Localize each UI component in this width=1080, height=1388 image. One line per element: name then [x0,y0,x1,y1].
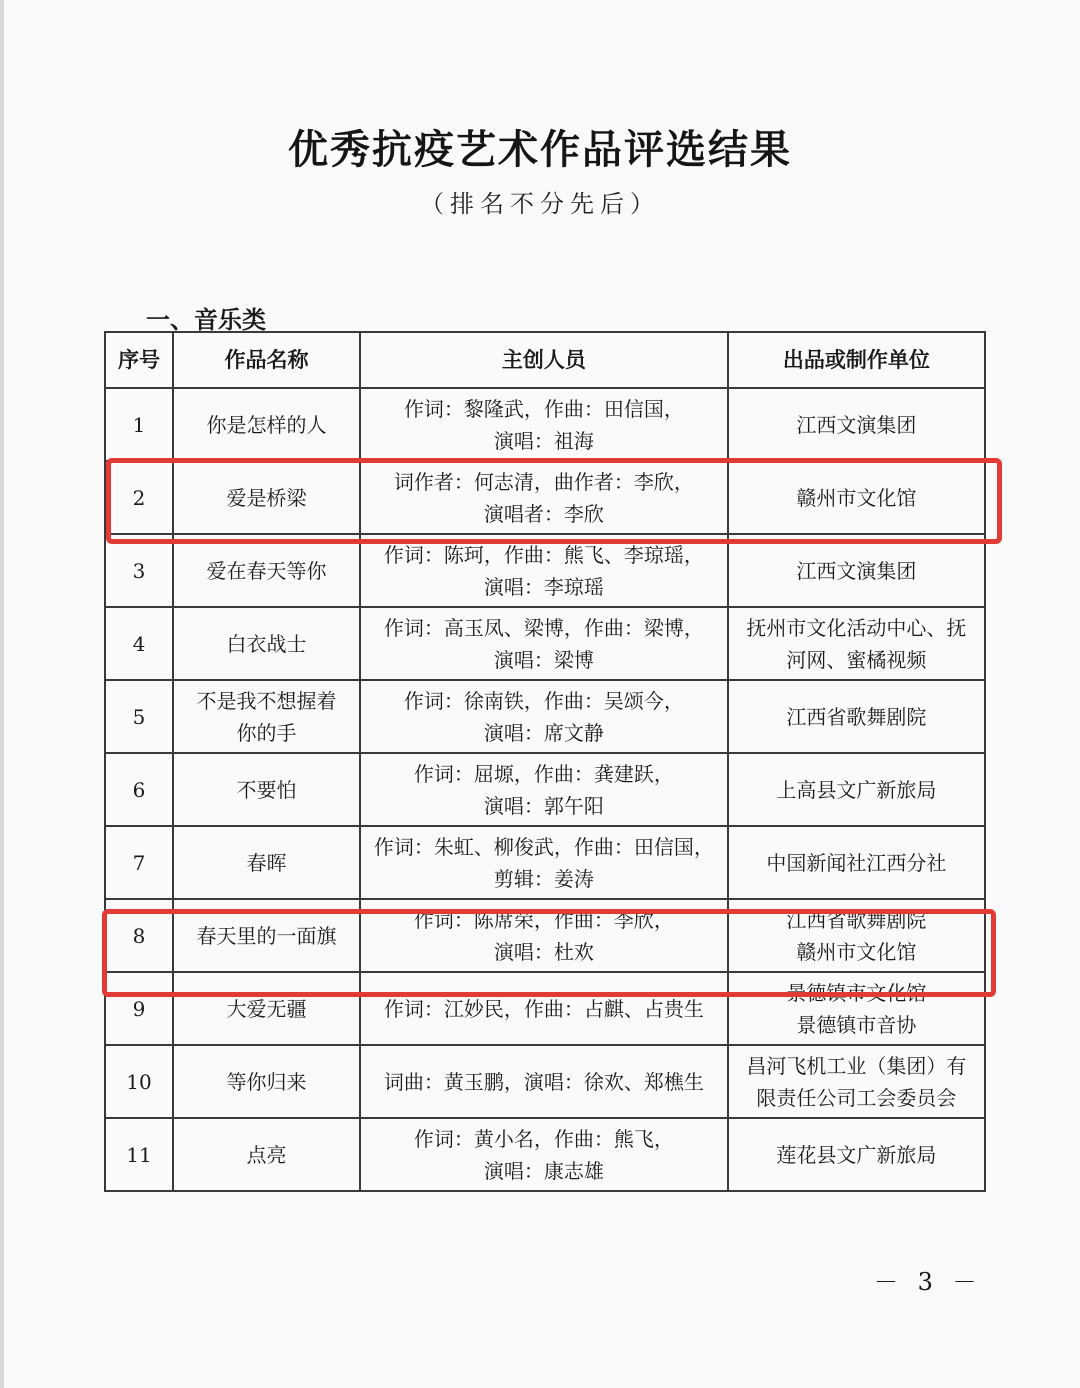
cell-producer-line: 景德镇市文化馆 [786,980,927,1005]
cell-producer [728,1118,985,1191]
cell-number: 10 [105,1045,173,1118]
cell-number: 7 [105,826,173,899]
cell-creators [360,534,728,607]
cell-work-name-line: 你的手 [236,720,297,745]
cell-work-name-line: 不是我不想握着 [196,688,337,713]
cell-creators [360,680,728,753]
page-subtitle: （排名不分先后） [420,190,660,218]
cell-producer [728,388,985,461]
cell-number: 5 [105,680,173,753]
cell-creators [360,388,728,461]
cell-creators-line: 作词：陈珂，作曲：熊飞、李琼瑶， [383,542,704,567]
cell-work-name-line: 点亮 [246,1142,287,1167]
cell-work-name-line: 爱是桥梁 [226,485,307,510]
results-table [104,331,986,1192]
cell-creators-line: 作词：江妙民，作曲：占麒、占贵生 [383,996,704,1021]
cell-creators-line: 作词：高玉凤、梁博，作曲：梁博， [383,615,704,640]
cell-work-name-line: 等你归来 [226,1069,307,1094]
cell-creators-line: 作词：黎隆武，作曲：田信国， [403,396,684,421]
cell-creators-line: 演唱：祖海 [493,428,594,453]
cell-creators-line: 作词：朱虹、柳俊武，作曲：田信国， [373,834,714,859]
cell-work-name [173,753,360,826]
cell-work-name [173,1118,360,1191]
cell-producer [728,1045,985,1118]
cell-creators-line: 剪辑：姜涛 [493,866,594,891]
cell-creators [360,1118,728,1191]
cell-number: 4 [105,607,173,680]
page-title: 优秀抗疫艺术作品评选结果 [288,126,792,173]
table-row [105,972,985,1045]
page-number: － 3 － [874,1268,983,1296]
cell-number: 9 [105,972,173,1045]
cell-creators [360,753,728,826]
cell-creators [360,899,728,972]
table-row [105,1118,985,1191]
cell-number: 11 [105,1118,173,1191]
cell-producer-line: 江西省歌舞剧院 [786,704,927,729]
cell-producer-line: 江西文演集团 [796,558,917,583]
cell-work-name-line: 爱在春天等你 [206,558,327,583]
cell-producer-line: 景德镇市音协 [796,1012,917,1037]
cell-producer-line: 赣州市文化馆 [796,939,917,964]
cell-work-name [173,534,360,607]
cell-producer [728,534,985,607]
header-creators: 主创人员 [360,332,728,388]
cell-number: 3 [105,534,173,607]
cell-producer-line: 抚州市文化活动中心、抚 [746,615,967,640]
cell-producer-line: 河网、蜜橘视频 [786,647,927,672]
cell-work-name [173,388,360,461]
cell-creators-line: 演唱：李琼瑶 [483,574,604,599]
cell-creators-line: 作词：徐南铁，作曲：吴颂今， [403,688,684,713]
cell-work-name-line: 白衣战士 [226,631,307,656]
cell-producer-line: 中国新闻社江西分社 [766,850,947,875]
table-row [105,388,985,461]
cell-work-name-line: 你是怎样的人 [206,412,327,437]
cell-work-name [173,1045,360,1118]
cell-work-name-line: 春晖 [246,850,287,875]
table-body [105,388,985,1191]
cell-producer-line: 昌河飞机工业（集团）有 [746,1053,967,1078]
table-row [105,1045,985,1118]
cell-creators-line: 演唱者：李欣 [483,501,604,526]
cell-work-name [173,972,360,1045]
cell-work-name-line: 春天里的一面旗 [196,923,337,948]
cell-work-name [173,680,360,753]
cell-producer [728,753,985,826]
cell-creators-line: 演唱：康志雄 [483,1158,604,1183]
table-row [105,534,985,607]
cell-producer-line: 莲花县文广新旅局 [776,1142,937,1167]
cell-number: 8 [105,899,173,972]
cell-producer-line: 上高县文广新旅局 [776,777,937,802]
cell-work-name [173,607,360,680]
cell-creators-line: 作词：黄小名，作曲：熊飞， [413,1126,674,1151]
table-header-row [105,332,985,388]
section-title: 一、音乐类 [146,305,266,334]
cell-number: 6 [105,753,173,826]
table-row [105,680,985,753]
cell-creators-line: 作词：陈席荣，作曲：李欣， [413,907,674,932]
cell-producer-line: 江西文演集团 [796,412,917,437]
header-number: 序号 [105,332,173,388]
cell-work-name-line: 大爱无疆 [226,996,307,1021]
cell-producer [728,972,985,1045]
cell-producer-line: 赣州市文化馆 [796,485,917,510]
cell-work-name [173,899,360,972]
cell-creators [360,1045,728,1118]
cell-creators-line: 演唱：郭午阳 [483,793,604,818]
cell-work-name [173,461,360,534]
header-producer: 出品或制作单位 [728,332,985,388]
cell-producer-line: 江西省歌舞剧院 [786,907,927,932]
cell-creators-line: 演唱：梁博 [493,647,594,672]
cell-work-name-line: 不要怕 [236,777,297,802]
table-row [105,753,985,826]
cell-work-name [173,826,360,899]
cell-creators [360,607,728,680]
table-row [105,899,985,972]
cell-producer [728,461,985,534]
cell-creators-line: 作词：屈塬，作曲：龚建跃， [413,761,674,786]
cell-creators [360,461,728,534]
cell-creators [360,972,728,1045]
cell-number: 1 [105,388,173,461]
cell-number: 2 [105,461,173,534]
header-work-name: 作品名称 [173,332,360,388]
cell-producer [728,607,985,680]
table-row [105,461,985,534]
cell-producer [728,680,985,753]
table-row [105,607,985,680]
table-row [105,826,985,899]
cell-creators [360,826,728,899]
cell-producer [728,826,985,899]
cell-producer-line: 限责任公司工会委员会 [756,1085,957,1110]
cell-creators-line: 演唱：杜欢 [493,939,594,964]
cell-creators-line: 词曲：黄玉鹏，演唱：徐欢、郑樵生 [383,1069,704,1094]
cell-creators-line: 演唱：席文静 [483,720,604,745]
cell-creators-line: 词作者：何志清，曲作者：李欣， [393,469,694,494]
cell-producer [728,899,985,972]
